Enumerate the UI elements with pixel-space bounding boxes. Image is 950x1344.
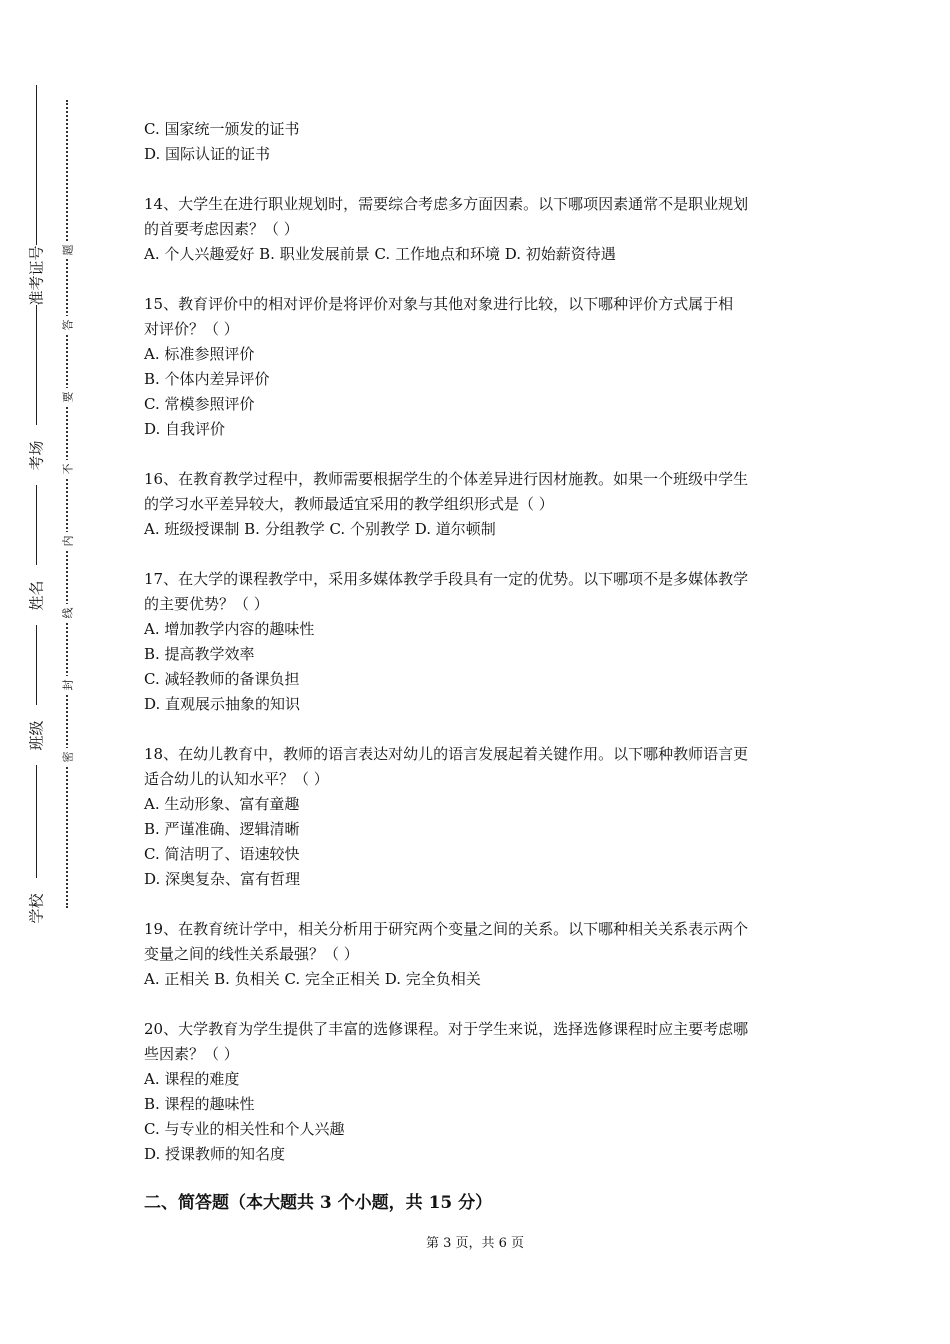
- question-stem: 适合幼儿的认知水平？（ ）: [144, 770, 329, 788]
- binding-solid-line: [36, 85, 37, 905]
- question-stem: 16、在教育教学过程中，教师需要根据学生的个体差异进行因材施教。如果一个班级中学生: [144, 470, 749, 488]
- question-stem: 15、教育评价中的相对评价是将评价对象与其他对象进行比较，以下哪种评价方式属于相: [144, 295, 734, 313]
- school-label: 学校: [20, 878, 52, 938]
- question-stem: 些因素？（ ）: [144, 1045, 239, 1063]
- options-line: A. 班级授课制 B. 分组教学 C. 个别教学 D. 道尔顿制: [144, 520, 496, 538]
- seal-char: 不: [58, 460, 76, 478]
- options-line: A. 正相关 B. 负相关 C. 完全正相关 D. 完全负相关: [144, 970, 481, 988]
- question-stem: 的首要考虑因素？（ ）: [144, 220, 299, 238]
- option: D. 国际认证的证书: [144, 145, 271, 163]
- question-14: [144, 192, 824, 267]
- option: B. 提高教学效率: [144, 645, 255, 663]
- question-stem: 对评价？（ ）: [144, 320, 239, 338]
- option: B. 课程的趣味性: [144, 1095, 255, 1113]
- option: A. 增加教学内容的趣味性: [144, 620, 315, 638]
- option: D. 授课教师的知名度: [144, 1145, 286, 1163]
- option: A. 标准参照评价: [144, 345, 255, 363]
- question-stem: 变量之间的线性关系最强？（ ）: [144, 945, 359, 963]
- seal-char: 要: [58, 388, 76, 406]
- seal-char: 答: [58, 316, 76, 334]
- binding-margin: [0, 0, 90, 1344]
- option: C. 简洁明了、语速较快: [144, 845, 300, 863]
- seal-char: 内: [58, 532, 76, 550]
- page-footer: 第 3 页，共 6 页: [425, 1236, 525, 1251]
- option: D. 直观展示抽象的知识: [144, 695, 301, 713]
- option: D. 自我评价: [144, 420, 226, 438]
- question-16: [144, 467, 824, 542]
- option: A. 课程的难度: [144, 1070, 240, 1088]
- option: D. 深奥复杂、富有哲理: [144, 870, 301, 888]
- exam-number-label: 准考证号: [20, 245, 52, 305]
- question-stem: 的学习水平差异较大，教师最适宜采用的教学组织形式是（ ）: [144, 495, 554, 513]
- exam-room-label: 考场: [20, 425, 52, 485]
- question-18: [144, 742, 824, 892]
- question-17: [144, 567, 824, 717]
- seal-char: 封: [58, 676, 76, 694]
- question-stem: 20、大学教育为学生提供了丰富的选修课程。对于学生来说，选择选修课程时应主要考虑哪: [144, 1020, 749, 1038]
- question-13-options: [144, 117, 824, 167]
- option: C. 常模参照评价: [144, 395, 255, 413]
- question-stem: 14、大学生在进行职业规划时，需要综合考虑多方面因素。以下哪项因素通常不是职业规划: [144, 195, 749, 213]
- seal-char: 线: [58, 604, 76, 622]
- question-list: [144, 117, 824, 1167]
- question-stem: 17、在大学的课程教学中，采用多媒体教学手段具有一定的优势。以下哪项不是多媒体教学: [144, 570, 749, 588]
- options-line: A. 个人兴趣爱好 B. 职业发展前景 C. 工作地点和环境 D. 初始薪资待遇: [144, 245, 616, 263]
- option: C. 与专业的相关性和个人兴趣: [144, 1120, 345, 1138]
- option: B. 严谨准确、逻辑清晰: [144, 820, 300, 838]
- question-20: [144, 1017, 824, 1167]
- seal-char: 题: [58, 241, 76, 259]
- class-label: 班级: [20, 705, 52, 765]
- option: B. 个体内差异评价: [144, 370, 270, 388]
- seal-char: 密: [58, 748, 76, 766]
- section-heading: 二、简答题（本大题共 3 个小题，共 15 分）: [144, 1193, 493, 1213]
- question-19: [144, 917, 824, 992]
- question-stem: 19、在教育统计学中，相关分析用于研究两个变量之间的关系。以下哪种相关关系表示两个: [144, 920, 749, 938]
- option: C. 减轻教师的备课负担: [144, 670, 300, 688]
- option: A. 生动形象、富有童趣: [144, 795, 300, 813]
- question-stem: 18、在幼儿教育中，教师的语言表达对幼儿的语言发展起着关键作用。以下哪种教师语言更: [144, 745, 749, 763]
- seal-dotted-line: [66, 100, 68, 908]
- question-15: [144, 292, 824, 442]
- question-stem: 的主要优势？（ ）: [144, 595, 269, 613]
- option: C. 国家统一颁发的证书: [144, 120, 300, 138]
- name-label: 姓名: [20, 565, 52, 625]
